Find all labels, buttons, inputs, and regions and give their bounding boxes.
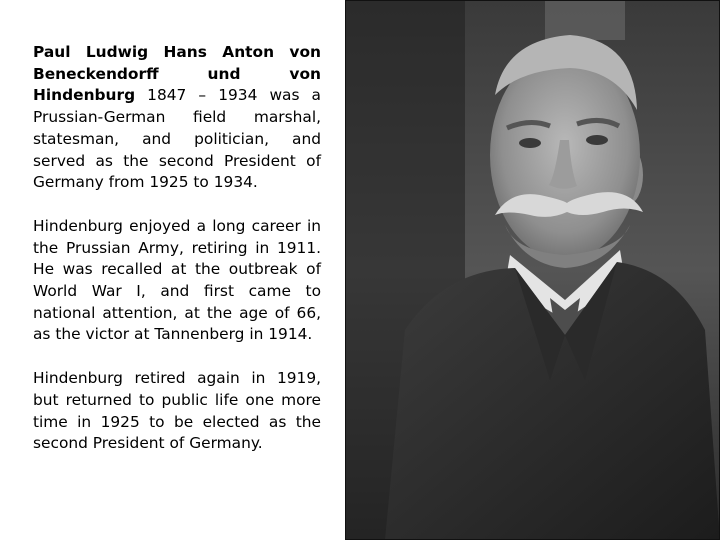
retirement-paragraph: Hindenburg retired again in 1919, but returned to public life one more time in 1925 to be elected as the second President of Germany. <box>33 369 321 453</box>
portrait-illustration <box>345 0 720 540</box>
text-column <box>33 42 321 455</box>
intro-paragraph <box>33 42 321 194</box>
career-paragraph: Hindenburg enjoyed a long career in the Prussian Army, retiring in 1911. He was recalled at the outbreak of World War I, and first came to national attention, at the age of 66, as the victor at Tannenberg in 1914. <box>33 216 321 344</box>
intro-text: 1847 – 1934 was a Prussian-German field marshal, statesman, and politician, and served as the second President of Germany from 1925 to 1934. <box>33 86 321 192</box>
full-name: Paul Ludwig Hans Anton von Beneckendorff und von Hindenburg <box>33 43 321 105</box>
portrait-photo <box>345 0 720 540</box>
